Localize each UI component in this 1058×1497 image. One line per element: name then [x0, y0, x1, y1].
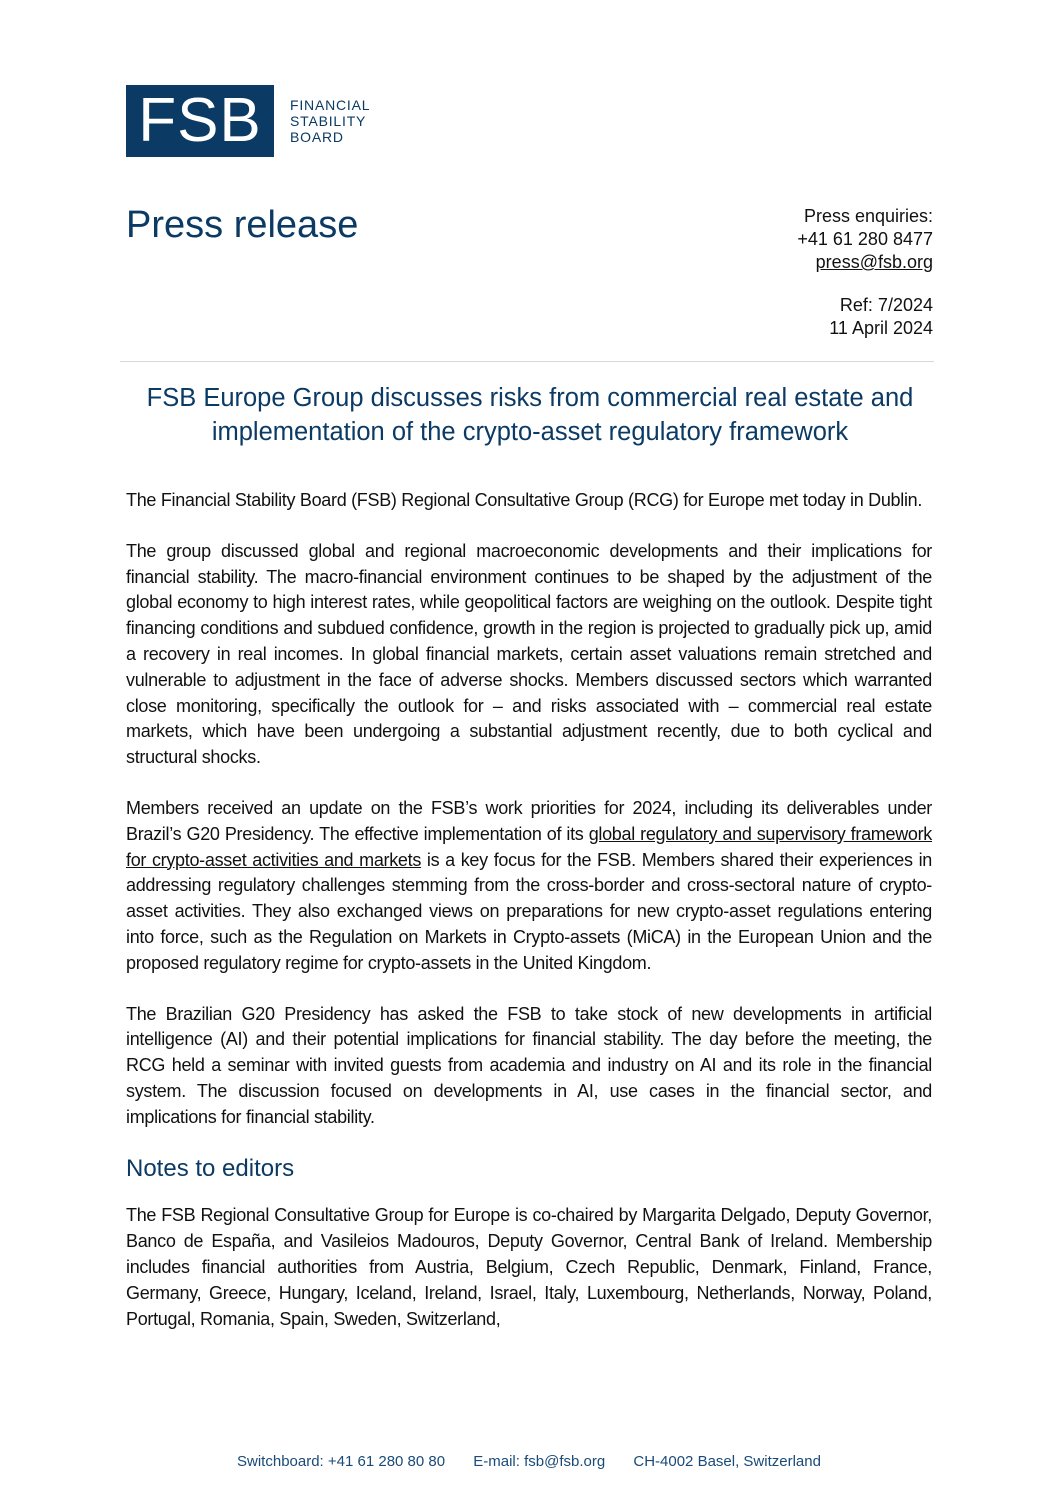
contact-phone: +41 61 280 8477: [797, 229, 933, 249]
notes-paragraph: The FSB Regional Consultative Group for Europe is co-chaired by Margarita Delgado, Deputy Governor, Banco de España, and Vasileios Madouros, Deputy Governor, Central Bank of Ireland. Membership includes financial authorities from Austria, Belgium, Czech Republic, Denmark, Finland, France, Germany, Greece, Hungary, Iceland, Ireland, Israel, Italy, Luxembourg, Netherlands, Norway, Poland, Portugal, Romania, Spain, Sweden, Switzerland,: [126, 1205, 932, 1329]
reference-block: [829, 294, 933, 340]
logo-line: STABILITY: [290, 113, 367, 129]
header-divider: [120, 361, 934, 362]
paragraph: [126, 796, 932, 977]
reference-number: Ref: 7/2024: [839, 295, 933, 315]
logo-line: FINANCIAL: [290, 97, 371, 113]
headline: FSB Europe Group discusses risks from commercial real estate and implementation of the crypto-asset regulatory framework: [146, 384, 914, 446]
release-date: 11 April 2024: [829, 318, 933, 338]
paragraph: The Financial Stability Board (FSB) Regional Consultative Group (RCG) for Europe met today in Dublin.: [126, 490, 923, 510]
contact-label: Press enquiries:: [803, 206, 933, 226]
crypto-framework-link[interactable]: global regulatory and supervisory framework for crypto-asset activities and markets: [126, 823, 932, 870]
article-body: [126, 488, 932, 1357]
contact-email-link[interactable]: press@fsb.org: [815, 252, 933, 272]
paragraph-text: is a key focus for the FSB. Members shared their experiences in addressing regulatory challenges stemming from the cross-border and cross-sectoral nature of crypto-asset activities. They also exchanged views on preparations for new crypto-asset regulations entering into force, such as the Regulation on Markets in Crypto-assets (MiCA) in the European Union and the proposed regulatory regime for crypto-assets in the United Kingdom.: [126, 849, 932, 973]
footer-switchboard: Switchboard: +41 61 280 80 80: [237, 1453, 446, 1470]
page-footer: [0, 1453, 1058, 1470]
footer-address: CH-4002 Basel, Switzerland: [633, 1453, 821, 1470]
paragraph-text: Members received an update on the FSB’s work priorities for 2024, including its deliverables under Brazil’s G20 Presidency. The effective implementation of its: [126, 797, 932, 844]
notes-to-editors-heading: Notes to editors: [126, 1154, 295, 1182]
logo-mark: FSB: [126, 85, 274, 157]
logo-wordmark: [290, 97, 370, 145]
logo-line: BOARD: [290, 129, 344, 145]
paragraph: The Brazilian G20 Presidency has asked the FSB to take stock of new developments in artificial intelligence (AI) and their potential implications for financial stability. The day before the meeting, the RCG held a seminar with invited guests from academia and industry on AI and its role in the financial system. The discussion focused on developments in AI, use cases in the financial sector, and implications for financial stability.: [126, 1003, 932, 1127]
fsb-logo: [126, 85, 370, 157]
paragraph: The group discussed global and regional macroeconomic developments and their implications for financial stability. The macro-financial environment continues to be shaped by the adjustment of the global economy to high interest rates, while geopolitical factors are weighing on the outlook. Despite tight financing conditions and subdued confidence, growth in the region is projected to gradually pick up, amid a recovery in real incomes. In global financial markets, certain asset valuations remain stretched and vulnerable to adjustment in the face of adverse shocks. Members discussed sectors which warranted close monitoring, specifically the outlook for – and risks associated with – commercial real estate markets, which have been undergoing a substantial adjustment recently, due to both cyclical and structural shocks.: [126, 540, 932, 768]
press-contact: [797, 205, 933, 274]
doc-type-title: Press release: [126, 204, 359, 246]
footer-email: E-mail: fsb@fsb.org: [473, 1453, 606, 1470]
